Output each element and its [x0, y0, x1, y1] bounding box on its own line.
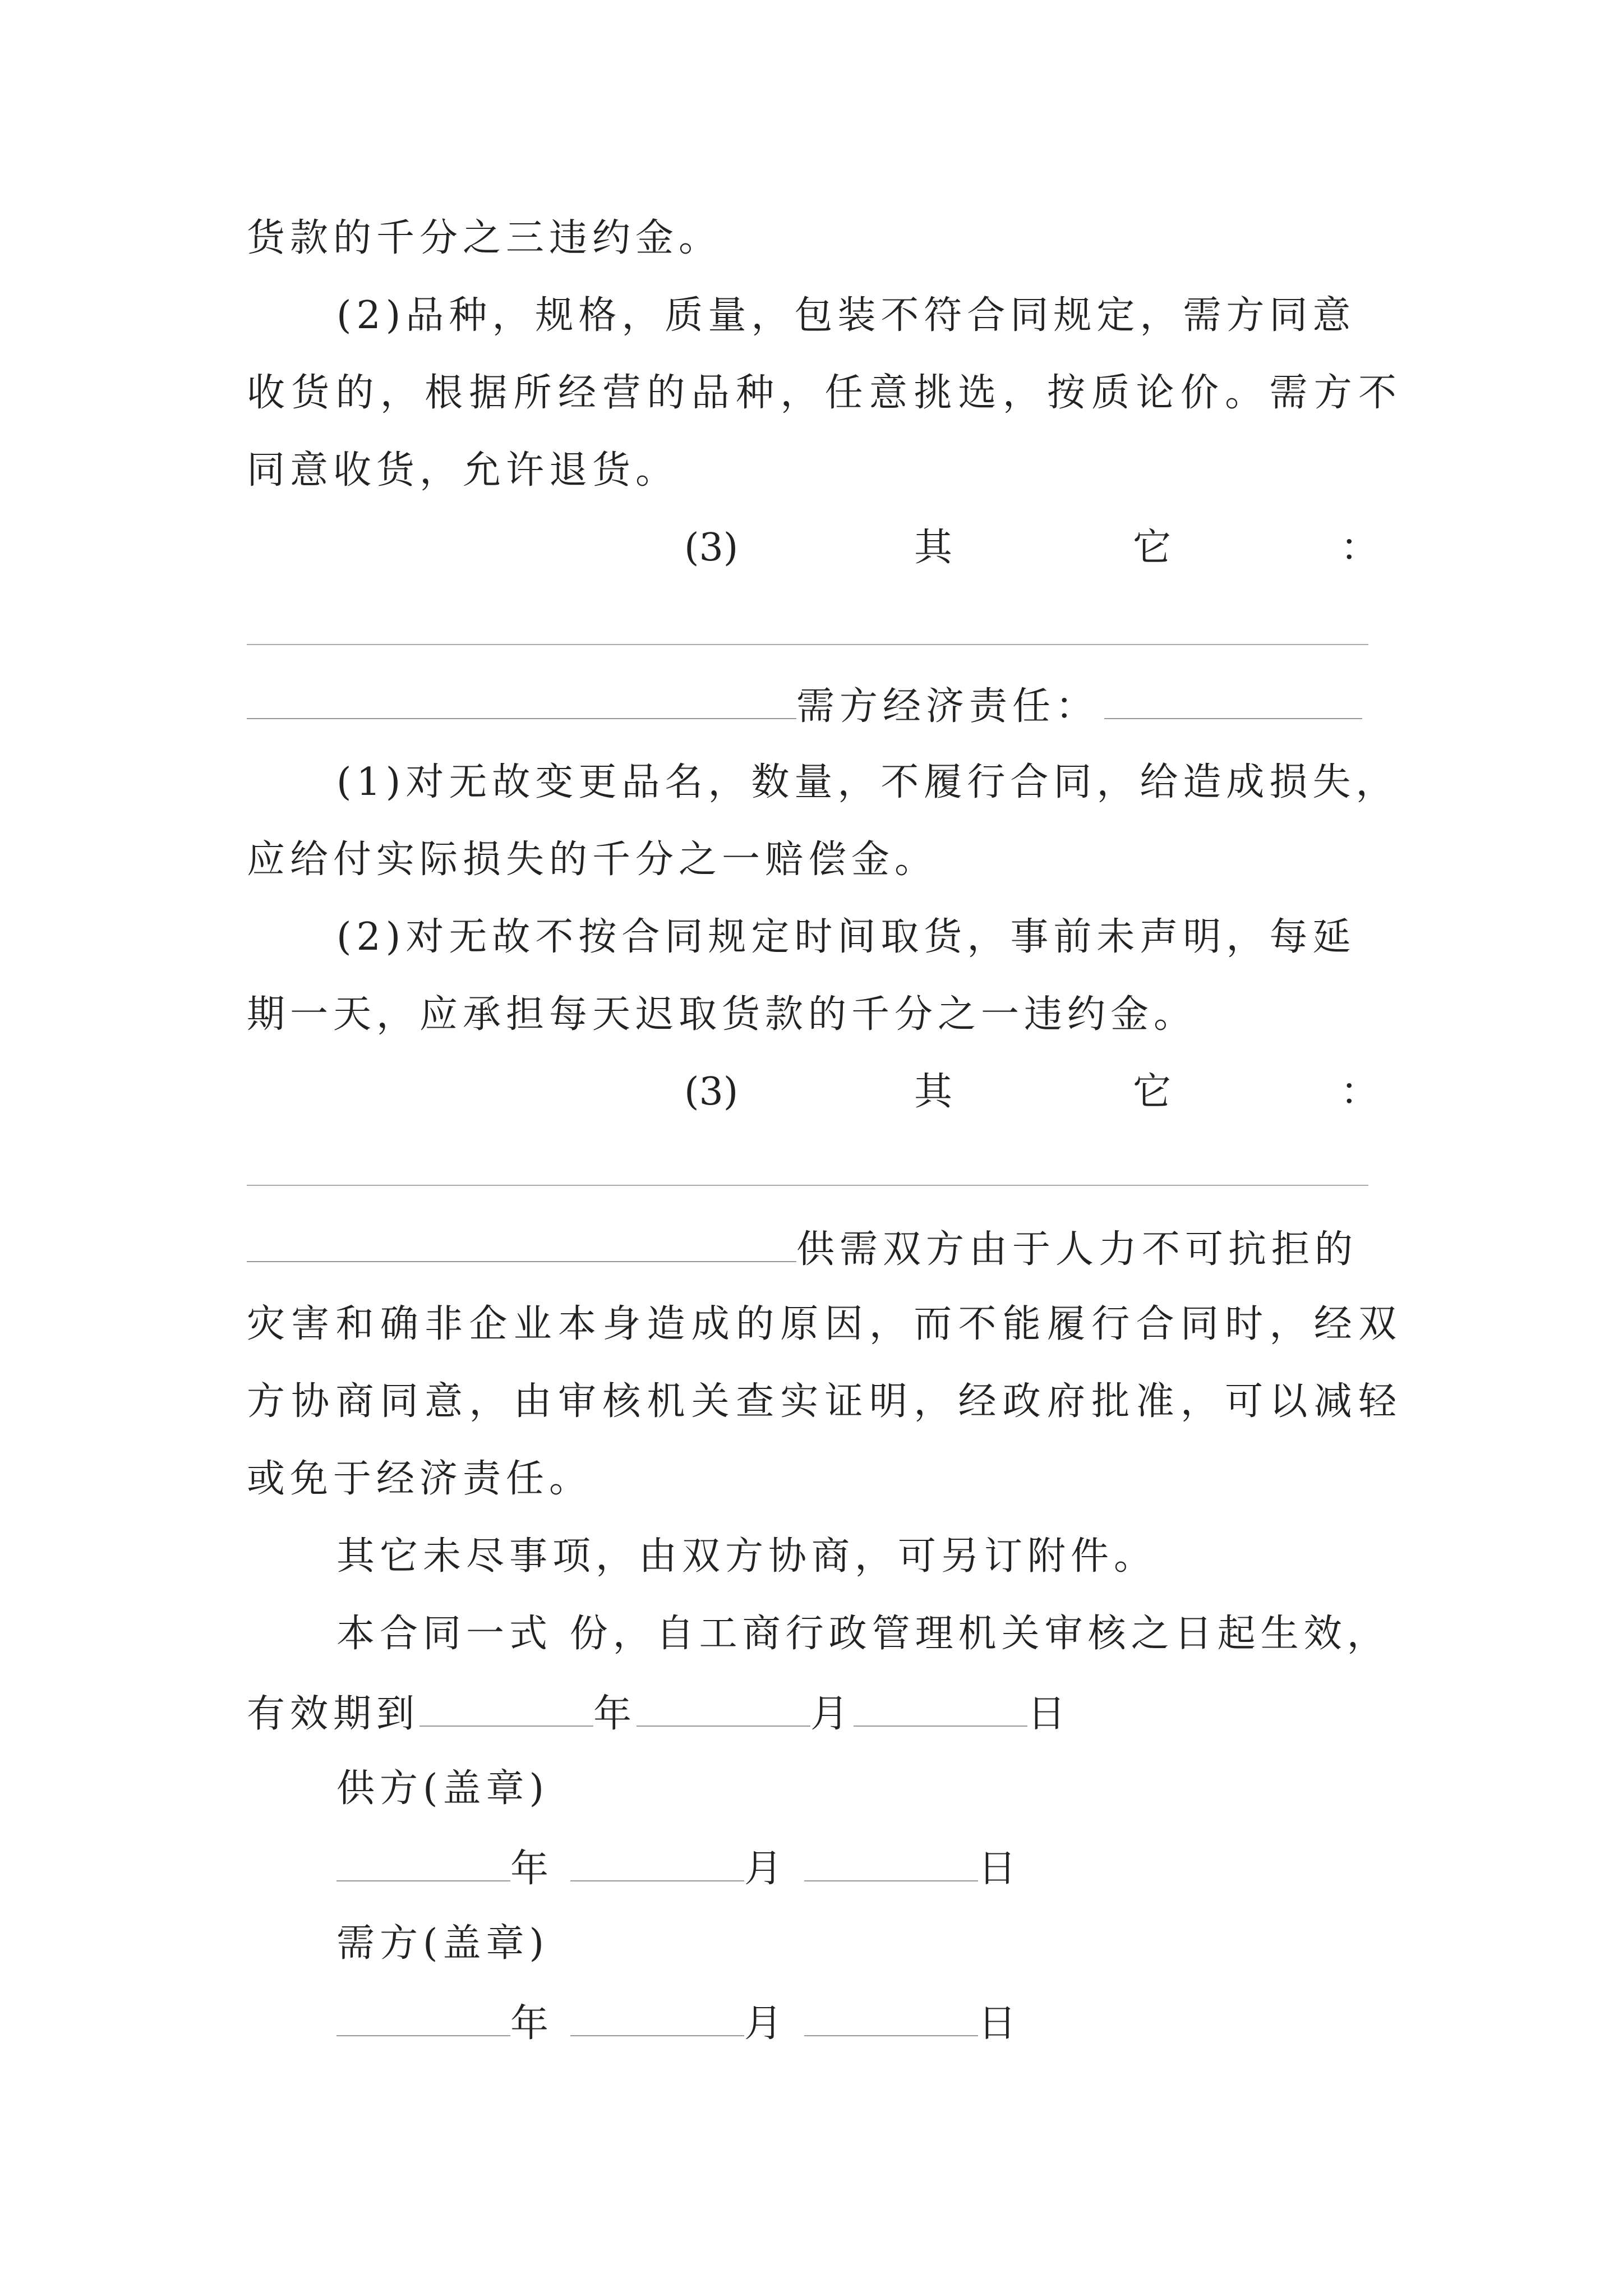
validity-prefix: 有效期到: [247, 1692, 420, 1736]
clause-text: 灾害和确非企业本身造成的原因，而不能履行合同时，经双: [247, 1302, 1396, 1346]
clause-text: 方协商同意，由审核机关查实证明，经政府批准，可以减轻: [247, 1379, 1396, 1424]
clause-text: (1)对无故变更品名，数量，不履行合同，给造成损失，: [336, 760, 1399, 804]
supplier-seal-label: 供方(盖章): [336, 1766, 550, 1811]
force-majeure-line: [247, 1216, 1396, 1278]
day-label: 日: [978, 1847, 1022, 1891]
clause-text: 收货的，根据所经营的品种，任意挑选，按质论价。需方不: [247, 371, 1396, 415]
year-blank: [336, 1990, 510, 2036]
clause-text: 货款的千分之三违约金。: [247, 216, 722, 260]
clause-text: 本合同一式 份，自工商行政管理机关审核之日起生效，: [336, 1612, 1390, 1656]
month-label: 月: [744, 1847, 788, 1891]
clause-number: (3): [684, 526, 739, 570]
day-blank: [804, 1835, 978, 1881]
blank-rule: [247, 644, 1368, 645]
clause-text: (2)对无故不按合同规定时间取货，事前未声明，每延: [336, 915, 1356, 959]
month-blank: [637, 1681, 810, 1727]
clause-text: 其它未尽事项，由双方协商，可另订附件。: [336, 1534, 1158, 1579]
clause-text: 同意收货，允许退货。: [247, 448, 679, 493]
supplier-date-line: [336, 1835, 1396, 1897]
month-blank: [570, 1990, 744, 2036]
clause-text: 期一天，应承担每天迟取货款的千分之一违约金。: [247, 992, 1197, 1037]
day-label: 日: [978, 2001, 1022, 2046]
day-blank: [804, 1990, 978, 2036]
blank-field: [247, 673, 796, 719]
buyer-heading: 需方经济责任：: [796, 684, 1099, 729]
validity-line: [247, 1681, 1396, 1742]
blank-field: [1104, 673, 1362, 719]
clause-text: 供需双方由于人力不可抗拒的: [796, 1227, 1358, 1272]
clause-number: (3): [684, 1070, 739, 1114]
blank-field: [247, 1216, 796, 1262]
clause-word: 它: [1133, 526, 1172, 570]
month-label: 月: [810, 1692, 854, 1736]
buyer-seal-label: 需方(盖章): [336, 1921, 550, 1966]
buyer-date-line: [336, 1990, 1396, 2052]
clause-word: 其: [914, 1070, 953, 1114]
month-label: 月: [744, 2001, 788, 2046]
buyer-heading-line: [247, 673, 1396, 735]
day-label: 日: [1027, 1692, 1071, 1736]
year-label: 年: [510, 2001, 554, 2046]
clause-colon: ：: [1340, 526, 1379, 570]
clause-word: 其: [914, 526, 953, 570]
clause-text: (2)品种，规格，质量，包装不符合同规定，需方同意: [336, 293, 1356, 338]
clause-text: 应给付实际损失的千分之一赔偿金。: [247, 838, 938, 882]
year-blank: [419, 1681, 593, 1727]
clause-colon: ：: [1340, 1070, 1379, 1114]
year-label: 年: [593, 1692, 637, 1736]
clause-text: 或免于经济责任。: [247, 1457, 593, 1501]
month-blank: [570, 1835, 744, 1881]
clause-word: 它: [1133, 1070, 1172, 1114]
year-label: 年: [510, 1847, 554, 1891]
day-blank: [854, 1681, 1027, 1727]
year-blank: [336, 1835, 510, 1881]
blank-rule: [247, 1185, 1368, 1186]
